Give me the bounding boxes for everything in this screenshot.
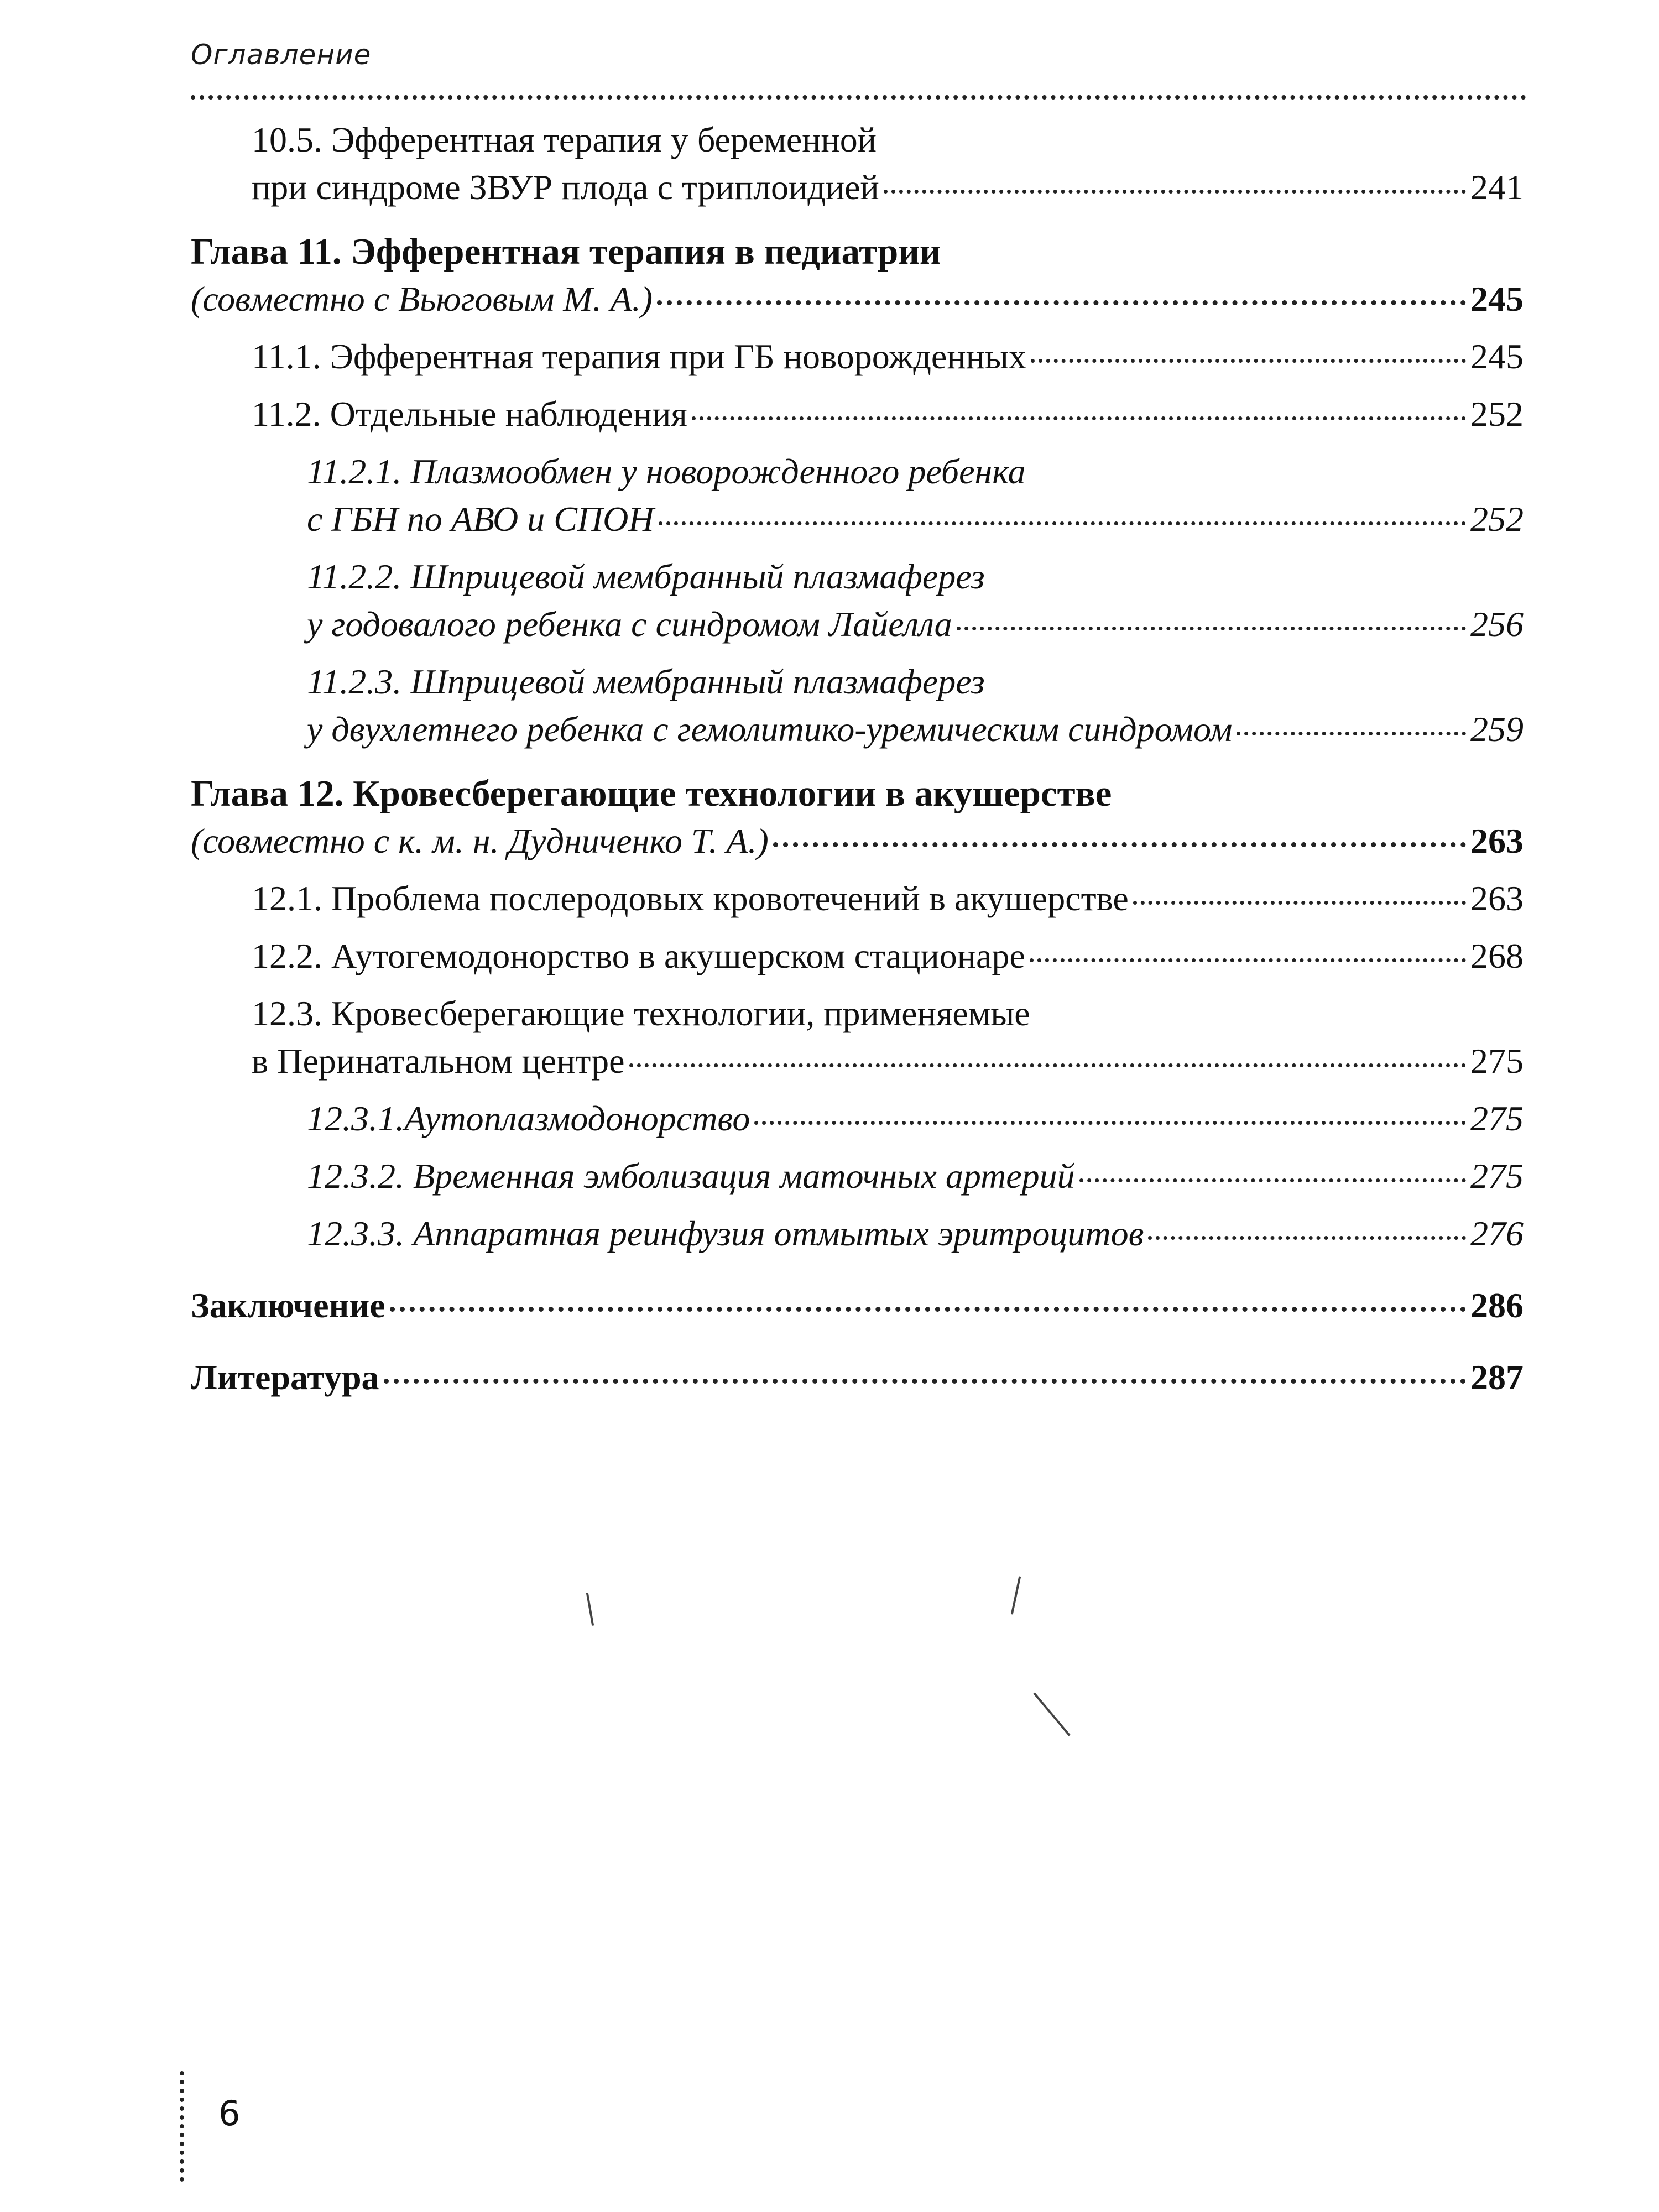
toc-chapter-12[interactable] xyxy=(191,770,1524,865)
dot-leader xyxy=(1148,1236,1466,1240)
toc-entry-title: Заключение xyxy=(191,1286,385,1325)
toc-entry-12-1[interactable] xyxy=(191,875,1524,922)
running-title: Оглавление xyxy=(191,39,372,71)
dot-leader xyxy=(754,1121,1466,1125)
toc-entry-title: 12.1. Проблема послеродовых кровотечений в акушерстве xyxy=(252,879,1129,918)
toc-entry-title: Литература xyxy=(191,1358,379,1397)
toc-entry-10-5[interactable] xyxy=(191,116,1524,211)
toc-page-number: 287 xyxy=(1470,1358,1524,1397)
toc-chapter-title: Глава 11. Эфферентная терапия в педиатрии xyxy=(191,231,941,272)
toc-page-number: 245 xyxy=(1470,337,1524,376)
toc-entry-title-cont: с ГБН по АВО и СПОН xyxy=(307,499,654,539)
toc-entry-12-3-2[interactable] xyxy=(191,1152,1524,1200)
toc-page-number: 275 xyxy=(1470,1156,1524,1196)
dot-leader xyxy=(384,1379,1466,1384)
toc-entry-12-2[interactable] xyxy=(191,932,1524,980)
page-number: 6 xyxy=(218,2093,241,2133)
toc-page-number: 252 xyxy=(1470,394,1524,434)
toc-page-number: 275 xyxy=(1470,1041,1524,1081)
toc-page-number: 276 xyxy=(1470,1214,1524,1253)
toc-chapter-coauthor: (совместно с Вьюговым М. А.) xyxy=(191,279,653,319)
toc-entry-title-cont: у годовалого ребенка с синдромом Лайелла xyxy=(307,604,952,644)
toc-page-number: 263 xyxy=(1470,879,1524,918)
toc-page-number: 252 xyxy=(1470,499,1524,539)
toc-page-number: 256 xyxy=(1470,604,1524,644)
toc-entry-12-3-1[interactable] xyxy=(191,1095,1524,1142)
toc-references[interactable] xyxy=(191,1354,1524,1401)
toc-entry-title: 11.2.1. Плазмообмен у новорожденного ребенка xyxy=(307,452,1026,491)
toc-chapter-coauthor: (совместно с к. м. н. Дудниченко Т. А.) xyxy=(191,821,769,860)
toc-entry-title: 11.2.2. Шприцевой мембранный плазмаферез xyxy=(307,557,985,596)
table-of-contents xyxy=(191,116,1524,1401)
dot-leader xyxy=(1030,958,1466,962)
scan-speck xyxy=(1033,1692,1070,1736)
toc-entry-title: 11.2.3. Шприцевой мембранный плазмаферез xyxy=(307,662,985,701)
toc-entry-title: 10.5. Эфферентная терапия у беременной xyxy=(252,120,877,159)
dot-leader xyxy=(1079,1178,1466,1182)
dot-leader xyxy=(657,300,1466,305)
toc-chapter-title: Глава 12. Кровесберегающие технологии в акушерстве xyxy=(191,773,1112,814)
toc-entry-title: 12.3. Кровесберегающие технологии, применяемые xyxy=(252,994,1030,1033)
toc-entry-title: 11.2. Отдельные наблюдения xyxy=(252,394,687,434)
scan-speck xyxy=(1011,1576,1021,1614)
toc-page-number: 245 xyxy=(1470,279,1524,319)
toc-entry-title-cont: в Перинатальном центре xyxy=(252,1041,625,1081)
toc-entry-11-2[interactable] xyxy=(191,390,1524,438)
dot-leader xyxy=(629,1063,1466,1067)
toc-entry-title-cont: у двухлетнего ребенка с гемолитико-уремическим синдромом xyxy=(307,709,1233,749)
toc-page-number: 275 xyxy=(1470,1099,1524,1138)
toc-entry-title: 12.3.1.Аутоплазмодонорство xyxy=(307,1099,750,1138)
dot-leader xyxy=(1133,901,1466,905)
toc-entry-11-2-1[interactable] xyxy=(191,448,1524,543)
footer-dotted-rule xyxy=(180,2071,184,2182)
dot-leader xyxy=(659,521,1466,525)
toc-entry-12-3-3[interactable] xyxy=(191,1210,1524,1258)
toc-entry-11-2-3[interactable] xyxy=(191,658,1524,753)
toc-entry-title: 12.3.2. Временная эмболизация маточных артерий xyxy=(307,1156,1075,1196)
dot-leader xyxy=(957,627,1466,630)
dot-leader xyxy=(1031,359,1466,363)
dot-leader xyxy=(884,190,1466,194)
toc-entry-12-3[interactable] xyxy=(191,990,1524,1085)
dot-leader xyxy=(692,416,1466,420)
toc-entry-title: 12.2. Аутогемодонорство в акушерском стационаре xyxy=(252,936,1025,975)
toc-entry-title-cont: при синдроме ЗВУР плода с триплоидией xyxy=(252,168,879,207)
header-dotted-rule xyxy=(191,95,1526,100)
dot-leader xyxy=(773,842,1466,847)
toc-entry-title: 11.1. Эфферентная терапия при ГБ новорожденных xyxy=(252,337,1026,376)
toc-page-number: 286 xyxy=(1470,1286,1524,1325)
toc-conclusion[interactable] xyxy=(191,1282,1524,1329)
toc-page-number: 263 xyxy=(1470,821,1524,860)
toc-page-number: 259 xyxy=(1470,709,1524,749)
toc-chapter-11[interactable] xyxy=(191,228,1524,323)
toc-entry-11-2-2[interactable] xyxy=(191,553,1524,648)
toc-entry-11-1[interactable] xyxy=(191,333,1524,380)
toc-entry-title: 12.3.3. Аппаратная реинфузия отмытых эритроцитов xyxy=(307,1214,1144,1253)
scan-speck xyxy=(586,1593,594,1626)
dot-leader xyxy=(390,1307,1466,1312)
dot-leader xyxy=(1237,732,1466,735)
toc-page-number: 268 xyxy=(1470,936,1524,975)
toc-page-number: 241 xyxy=(1470,168,1524,207)
